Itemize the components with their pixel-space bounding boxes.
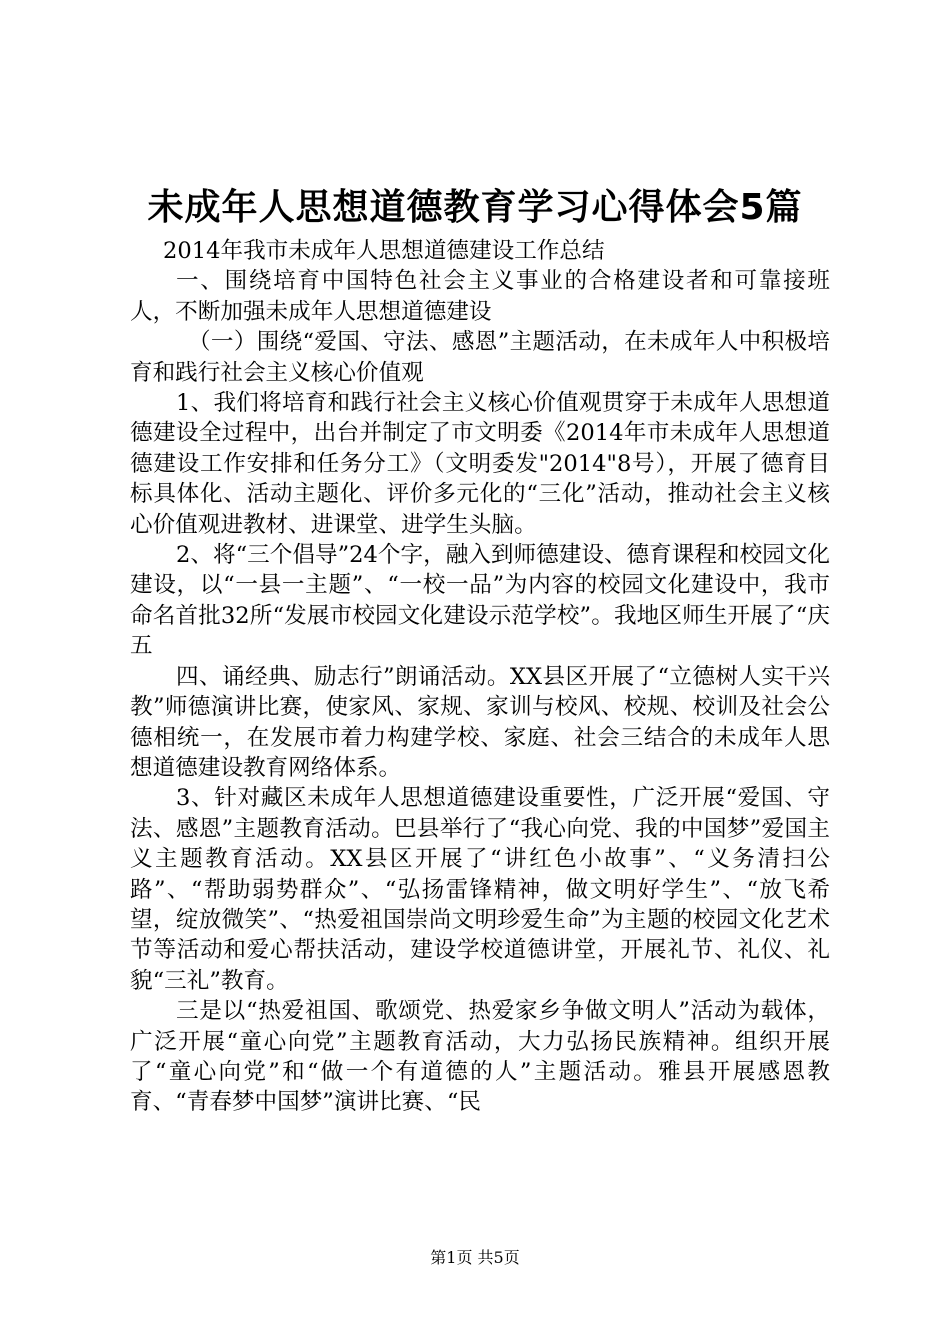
document-body xyxy=(130,236,830,1118)
document-title: 未成年人思想道德教育学习心得体会5篇 xyxy=(147,187,803,228)
paragraph-item-2: 2、将“三个倡导”24个字，融入到师德建设、德育课程和校园文化建设，以“一县一主题”、“一校一品”为内容的校园文化建设中，我市命名首批32所“发展市校园文化建设示范学校”。我地区师生开展了“庆五 xyxy=(130,542,830,660)
paragraph-item-3: 3、针对藏区未成年人思想道德建设重要性，广泛开展“爱国、守法、感恩”主题教育活动。巴县举行了“我心向党、我的中国梦”爱国主义主题教育活动。XX县区开展了“讲红色小故事”、“义务清扫公路”、“帮助弱势群众”、“弘扬雷锋精神，做文明好学生”、“放飞希望，绽放微笑”、“热爱祖国崇尚文明珍爱生命”为主题的校园文化艺术节等活动和爱心帮扶活动，建设学校道德讲堂，开展礼节、礼仪、礼貌“三礼”教育。 xyxy=(130,785,830,994)
paragraph-section-one: 一、围绕培育中国特色社会主义事业的合格建设者和可靠接班人，不断加强未成年人思想道德建设 xyxy=(130,268,830,325)
paragraph-subsection-one: （一）围绕“爱国、守法、感恩”主题活动，在未成年人中积极培育和践行社会主义核心价值观 xyxy=(130,329,830,386)
paragraph-item-1: 1、我们将培育和践行社会主义核心价值观贯穿于未成年人思想道德建设全过程中，出台并制定了市文明委《2014年市未成年人思想道德建设工作安排和任务分工》（文明委发"2014"8号），开展了德育目标具体化、活动主题化、评价多元化的“三化”活动，推动社会主义核心价值观进教材、进课堂、进学生头脑。 xyxy=(130,390,830,538)
page-footer: 第1页 共5页 xyxy=(430,1248,520,1267)
paragraph-item-three: 三是以“热爱祖国、歌颂党、热爱家乡争做文明人”活动为载体，广泛开展“童心向党”主题教育活动，大力弘扬民族精神。组织开展了“童心向党”和“做一个有道德的人”主题活动。雅县开展感恩教育、“青春梦中国梦”演讲比赛、“民 xyxy=(130,998,830,1116)
paragraph-item-2-continued: 四、诵经典、励志行”朗诵活动。XX县区开展了“立德树人实干兴教”师德演讲比赛，使家风、家规、家训与校风、校规、校训及社会公德相统一，在发展市着力构建学校、家庭、社会三结合的未成年人思想道德建设教育网络体系。 xyxy=(130,663,830,781)
paragraph-summary-heading: 2014年我市未成年人思想道德建设工作总结 xyxy=(163,238,605,264)
